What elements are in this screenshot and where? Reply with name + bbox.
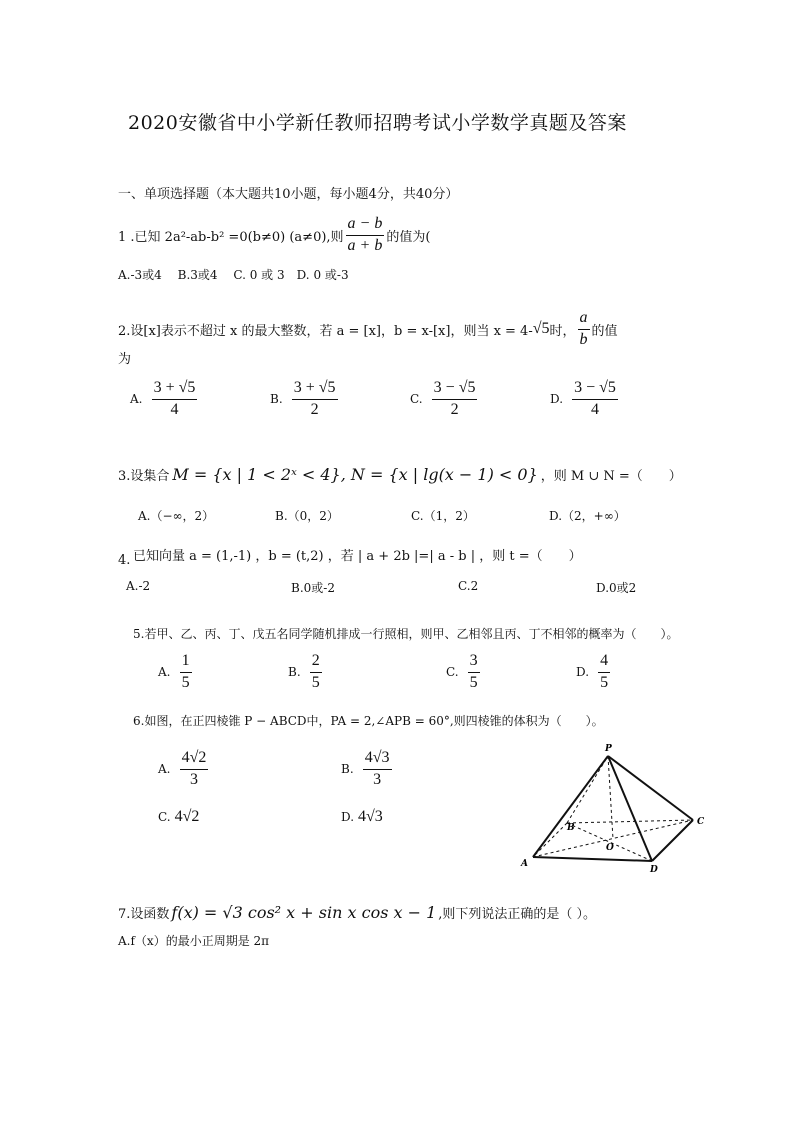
q2-option-b	[270, 380, 338, 419]
option-fraction	[180, 653, 192, 692]
option-fraction	[310, 653, 322, 692]
option-label: B.	[288, 665, 301, 680]
q3-prefix: 3.设集合	[118, 469, 170, 484]
q2-root: √5	[532, 320, 550, 338]
q2-option-d	[550, 380, 618, 419]
q6-option-c	[158, 808, 199, 826]
label-p: P	[605, 744, 612, 754]
q1-tail: 的值为(	[386, 229, 431, 245]
frac-den: 2	[310, 400, 319, 418]
q1-frac-num: a − b	[346, 216, 385, 236]
frac-num: 3 + √5	[152, 380, 198, 400]
q2-text: 2.设[x]表示不超过 x 的最大整数，若 a = [x]，b = x-[x]，则当 x = 4-	[118, 323, 533, 339]
q4-option-a: A.-2	[126, 579, 151, 593]
q7-option-a: A.f（x）的最小正周期是 2π	[118, 934, 270, 948]
frac-num: 4√3	[363, 750, 392, 770]
option-label: A.	[158, 762, 171, 777]
q2-frac-num: a	[578, 310, 590, 330]
frac-den: 3	[373, 770, 382, 788]
q2-option-a	[130, 380, 197, 419]
q4-option-c: C.2	[458, 579, 479, 593]
section-heading: 一、单项选择题（本大题共10小题，每小题4分，共40分）	[118, 187, 459, 202]
frac-den: 4	[591, 400, 600, 418]
label-b: B	[567, 823, 575, 833]
option-fraction	[598, 653, 610, 692]
q6-option-d	[341, 808, 383, 826]
option-value: 4√3	[358, 808, 383, 825]
option-fraction	[572, 380, 618, 419]
q7-tail: ,则下列说法正确的是（ ）。	[438, 907, 597, 922]
q2-fraction	[578, 310, 590, 349]
option-fraction	[180, 750, 209, 789]
option-value: 4√2	[174, 808, 200, 825]
frac-den: 2	[450, 400, 459, 418]
frac-den: 3	[189, 770, 198, 788]
frac-den: 4	[170, 400, 179, 418]
option-fraction	[152, 380, 198, 419]
option-label: D.	[576, 665, 590, 680]
option-fraction	[292, 380, 338, 419]
q2-frac-den: b	[579, 330, 588, 348]
option-fraction	[468, 653, 480, 692]
q2-tail: 的值	[591, 323, 618, 339]
q2-line2: 为	[118, 352, 132, 367]
q4-text: 已知向量 a = (1,-1) ，b = (t,2) ，若 | a + 2b |=| a - b | ，则 t =（ ）	[133, 549, 582, 564]
label-d: D	[650, 865, 658, 874]
label-a: A	[521, 859, 528, 869]
q5-option-a	[158, 653, 192, 692]
question-7	[118, 903, 596, 922]
option-label: D.	[341, 810, 355, 824]
frac-den: 5	[181, 673, 190, 691]
option-label: A.	[130, 392, 143, 407]
question-3	[118, 465, 682, 484]
option-label: C.	[158, 810, 171, 824]
frac-den: 5	[469, 673, 478, 691]
option-label: B.	[270, 392, 283, 407]
question-2	[118, 310, 618, 349]
q5-text: 5.若甲、乙、丙、丁、戊五名同学随机排成一行照相，则甲、乙相邻且丙、丁不相邻的概率为（ ）。	[133, 627, 679, 641]
edge-ba	[533, 823, 567, 857]
q2-option-c	[410, 380, 477, 419]
frac-num: 4√2	[180, 750, 209, 770]
q2-after: 时，	[549, 323, 576, 339]
frac-num: 4	[598, 653, 610, 673]
edge-ad	[533, 857, 652, 861]
option-fraction	[432, 380, 478, 419]
option-label: C.	[410, 392, 423, 407]
q7-prefix: 7.设函数	[118, 907, 170, 922]
frac-num: 3	[468, 653, 480, 673]
q3-tail: ，则 M ∪ N =（ ）	[540, 469, 682, 484]
q3-option-b: B.（0，2）	[275, 509, 339, 523]
frac-num: 2	[310, 653, 322, 673]
q1-options: A.-3或4 B.3或4 C. 0 或 3 D. 0 或-3	[118, 268, 349, 282]
q4-option-d: D.0或2	[596, 581, 637, 595]
frac-den: 5	[600, 673, 609, 691]
q3-option-c: C.（1，2）	[411, 509, 475, 523]
option-label: D.	[550, 392, 564, 407]
page-title: 2020安徽省中小学新任教师招聘考试小学数学真题及答案	[128, 112, 627, 134]
edge-pb	[567, 756, 608, 823]
q4-option-b: B.0或-2	[291, 581, 335, 595]
q3-option-a: A.（−∞，2）	[138, 509, 215, 523]
frac-num: 3 − √5	[432, 380, 478, 400]
frac-num: 1	[180, 653, 192, 673]
option-label: B.	[341, 762, 354, 777]
option-label: C.	[446, 665, 459, 680]
q4-number: 4.	[118, 553, 131, 568]
q3-option-d: D.（2，+∞）	[549, 509, 626, 523]
frac-num: 3 − √5	[572, 380, 618, 400]
frac-den: 5	[311, 673, 320, 691]
edge-bc	[567, 820, 693, 823]
edge-dc	[652, 820, 693, 861]
option-label: A.	[158, 665, 171, 680]
label-o: O	[606, 843, 614, 853]
frac-num: 3 + √5	[292, 380, 338, 400]
q1-text: 1 .已知 2a²-ab-b² =0(b≠0) (a≠0),则	[118, 229, 344, 245]
q5-option-d	[576, 653, 610, 692]
q3-formula: M = {x | 1 < 2ˣ < 4}, N = {x | lg(x − 1) < 0}	[172, 465, 538, 484]
q6-option-b	[341, 750, 392, 789]
q5-option-b	[288, 653, 322, 692]
pyramid-figure	[510, 742, 710, 874]
question-1	[118, 216, 430, 255]
q1-fraction	[346, 216, 385, 255]
edge-pa	[533, 756, 608, 857]
q6-text: 6.如图，在正四棱锥 P − ABCD中，PA = 2,∠APB = 60°,则四棱锥的体积为（ ）。	[133, 714, 604, 728]
label-c: C	[697, 817, 705, 827]
q5-option-c	[446, 653, 480, 692]
q7-formula: f(x) = √3 cos² x + sin x cos x − 1	[171, 903, 437, 922]
q6-option-a	[158, 750, 208, 789]
option-fraction	[363, 750, 392, 789]
q1-frac-den: a + b	[347, 236, 383, 254]
